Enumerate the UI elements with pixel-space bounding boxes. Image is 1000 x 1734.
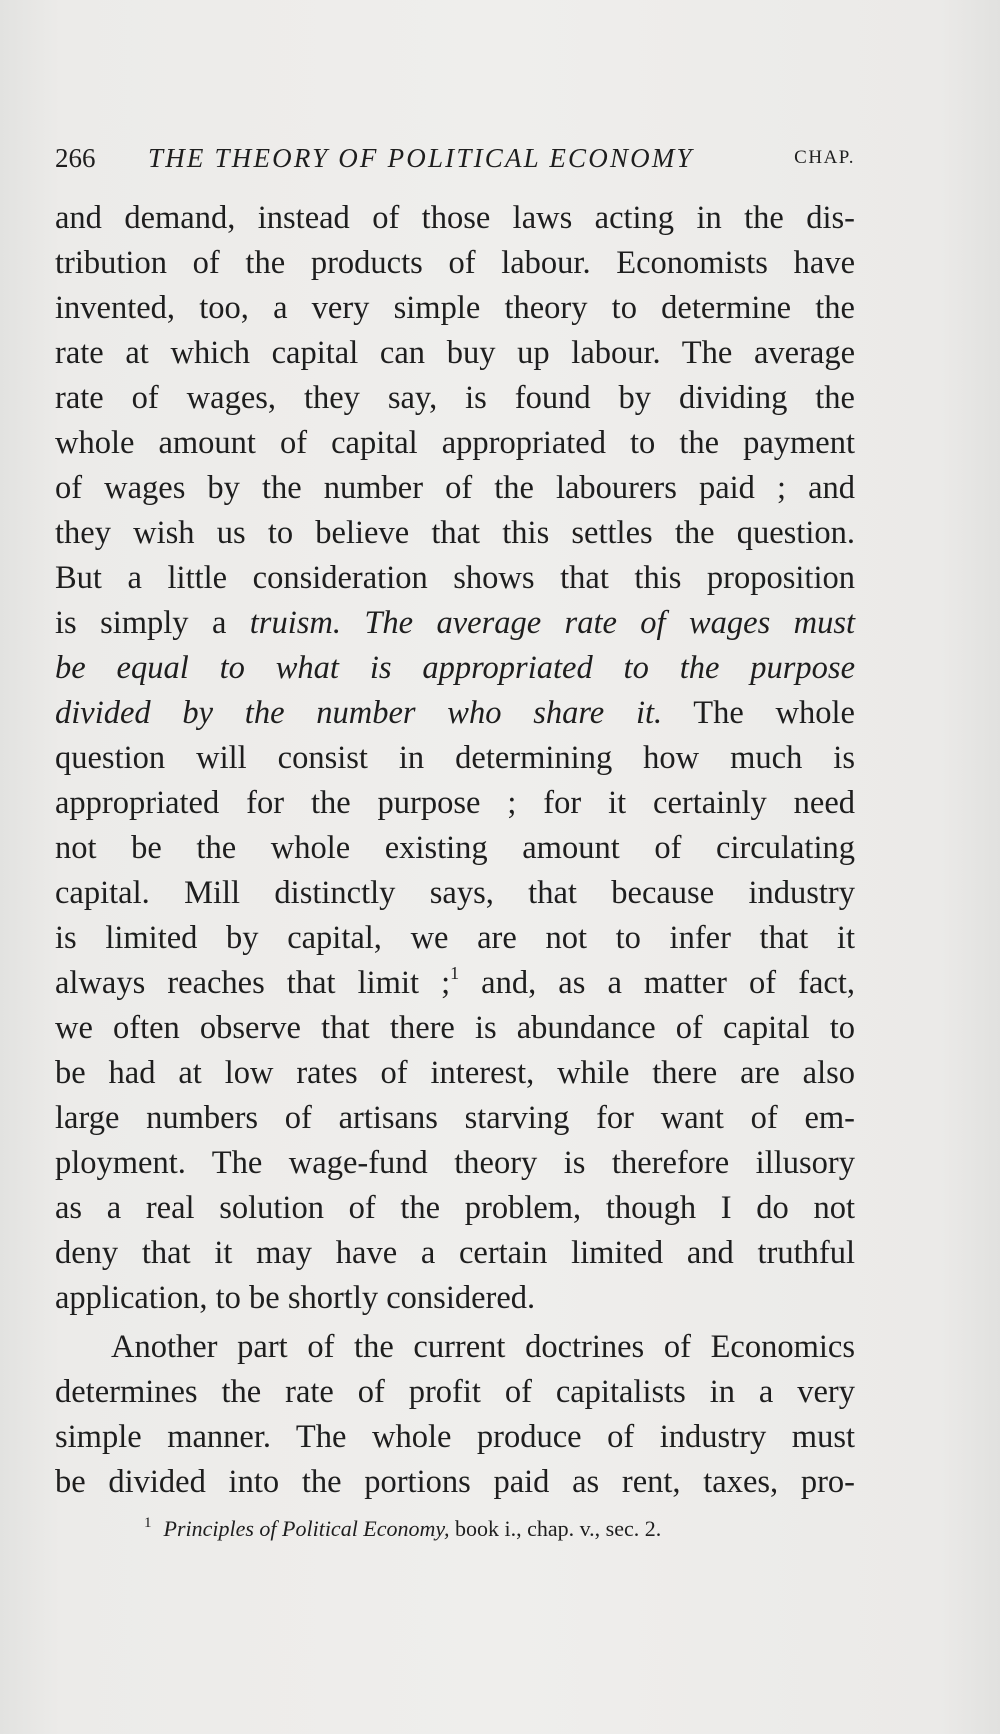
- chapter-label: CHAP.: [794, 147, 855, 168]
- footnote-book-title: Principles of Political Economy,: [163, 1516, 450, 1541]
- italic-proposition: be equal to what is appropriated to the purpose: [55, 650, 855, 686]
- text-line: is limited by capital, we are not to infer that it: [55, 920, 855, 956]
- text-line: and demand, instead of those laws acting in the dis-: [55, 200, 855, 236]
- text-line: determines the rate of profit of capitalists in a very: [55, 1374, 855, 1410]
- text-line: be had at low rates of interest, while there are also: [55, 1055, 855, 1091]
- text-line: be divided into the portions paid as rent, taxes, pro-: [55, 1464, 855, 1500]
- text-line: rate at which capital can buy up labour. The average: [55, 335, 855, 371]
- italic-proposition: divided by the number who share it.: [55, 695, 663, 731]
- text-line: question will consist in determining how much is: [55, 740, 855, 776]
- line-segment: is simply a: [55, 605, 250, 641]
- line-segment: The whole: [662, 695, 855, 731]
- text-line: [55, 646, 855, 691]
- italic-proposition: The average rate of wages must: [364, 605, 856, 641]
- paragraph-first-line: Another part of the current doctrines of Economics: [111, 1329, 855, 1365]
- line-segment: always reaches that limit ;: [55, 965, 451, 1001]
- text-line: ployment. The wage-fund theory is therefore illusory: [55, 1145, 855, 1181]
- footnote-marker: 1: [144, 1515, 152, 1531]
- page-header: [55, 138, 855, 178]
- text-line: rate of wages, they say, is found by dividing the: [55, 380, 855, 416]
- text-line: appropriated for the purpose ; for it certainly need: [55, 785, 855, 821]
- text-line: we often observe that there is abundance of capital to: [55, 1010, 855, 1046]
- text-line: large numbers of artisans starving for want of em-: [55, 1100, 855, 1136]
- text-line: of wages by the number of the labourers paid ; and: [55, 470, 855, 506]
- text-line: But a little consideration shows that this proposition: [55, 560, 855, 596]
- line-segment: [341, 605, 364, 641]
- footnote-reference: 1: [450, 963, 460, 983]
- text-line: tribution of the products of labour. Economists have: [55, 245, 855, 281]
- text-line: [55, 601, 855, 646]
- text-line: capital. Mill distinctly says, that because industry: [55, 875, 855, 911]
- text-line: as a real solution of the problem, though I do not: [55, 1190, 855, 1226]
- line-segment: and, as a matter of fact,: [459, 965, 855, 1001]
- footnote: [144, 1512, 844, 1546]
- body-text: [55, 196, 855, 1505]
- text-line: simple manner. The whole produce of industry must: [55, 1419, 855, 1455]
- paragraph-last-line: application, to be shortly considered.: [55, 1280, 536, 1316]
- running-title: THE THEORY OF POLITICAL ECONOMY: [148, 143, 694, 173]
- italic-truism: truism.: [249, 605, 341, 641]
- text-line: [55, 961, 855, 1006]
- text-line: invented, too, a very simple theory to determine the: [55, 290, 855, 326]
- text-line: not be the whole existing amount of circulating: [55, 830, 855, 866]
- page-number: 266: [55, 143, 96, 173]
- text-line: they wish us to believe that this settles the question.: [55, 515, 855, 551]
- footnote-citation: book i., chap. v., sec. 2.: [449, 1516, 662, 1541]
- text-line: deny that it may have a certain limited and truthful: [55, 1235, 855, 1271]
- text-line: whole amount of capital appropriated to the payment: [55, 425, 855, 461]
- text-line: [55, 691, 855, 736]
